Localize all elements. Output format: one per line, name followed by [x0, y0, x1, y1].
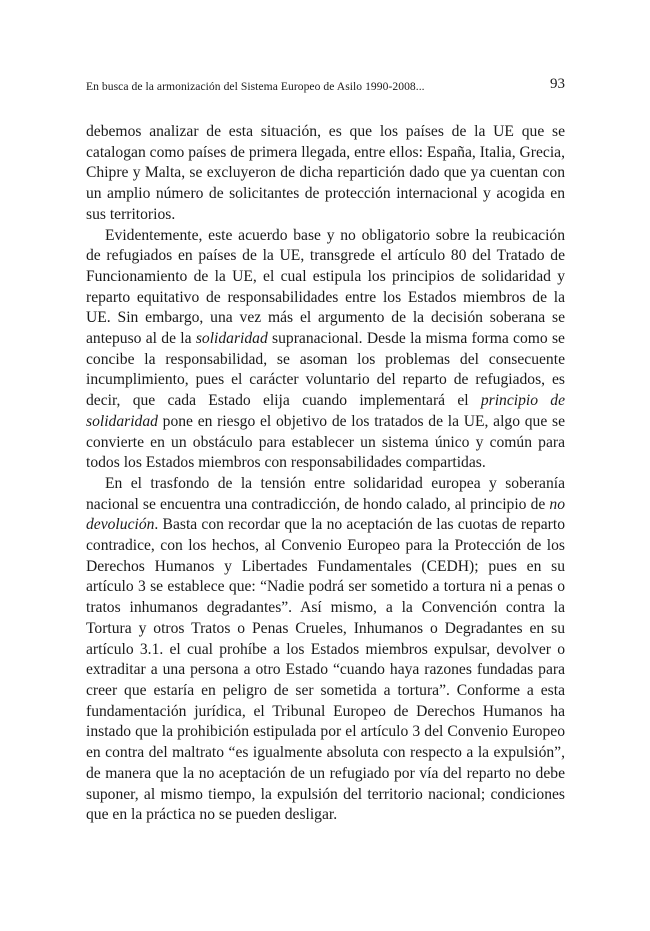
text-run: supranacional. Desde la misma forma como se concibe la responsabilidad, se asoman los problemas del consecuente incumplimiento, pues el carácter voluntario del reparto de refugiados, es decir, que cada Estado elija cuando implementará el	[86, 330, 565, 410]
paragraph-1	[86, 122, 565, 226]
book-page	[86, 76, 565, 826]
paragraph-3	[86, 474, 565, 826]
paragraph-2	[86, 226, 565, 474]
italic-term-solidaridad: solidaridad	[195, 330, 268, 348]
italic-term-no-devolucion: no devolución	[86, 495, 565, 534]
running-title: En busca de la armonización del Sistema Europeo de Asilo 1990-2008...	[86, 80, 425, 93]
page-number: 93	[550, 76, 565, 92]
body-text	[86, 122, 565, 826]
text-run: Evidentemente, este acuerdo base y no obligatorio sobre la reubicación de refugiados en países de la UE, transgrede el artículo 80 del Tratado de Funcionamiento de la UE, el cual estipula los principios de solidaridad y reparto equitativo de responsabilidades entre los Estados miembros de la UE. Sin embargo, una vez más el argumento de la decisión soberana se antepuso al de la	[86, 226, 565, 348]
text-run: pone en riesgo el objetivo de los tratados de la UE, algo que se convierte en un obstáculo para establecer un sistema único y común para todos los Estados miembros con responsabilidades compartidas.	[86, 412, 565, 472]
text-run: . Basta con recordar que la no aceptación de las cuotas de reparto contradice, con los hechos, al Convenio Europeo para la Protección de los Derechos Humanos y Libertades Fundamentales (CEDH); pues en su artículo 3 se establece que: “Nadie podrá ser sometido a tortura ni a penas o tratos inhumanos degradantes”. Así mismo, a la Convención contra la Tortura y otros Tratos o Penas Crueles, Inhumanos o Degradantes en su artículo 3.1. el cual prohíbe a los Estados miembros expulsar, devolver o extraditar a una persona a otro Estado “cuando haya razones fundadas para creer que estaría en peligro de ser sometida a tortura”. Conforme a esta fundamentación jurídica, el Tribunal Europeo de Derechos Humanos ha instado que la prohibición estipulada por el artículo 3 del Convenio Europeo en contra del maltrato “es igualmente absoluta con respecto a la expulsión”, de manera que la no aceptación de un refugiado por vía del reparto no debe suponer, al mismo tiempo, la expulsión del territorio nacional; condiciones que en la práctica no se pueden desligar.	[86, 516, 565, 824]
italic-term-principio-de-solidaridad: principio de solidaridad	[86, 392, 565, 430]
text-run: debemos analizar de esta situación, es que los países de la UE que se catalogan como países de primera llegada, entre ellos: España, Italia, Grecia, Chipre y Malta, se excluyeron de dicha repartición dado que ya cuentan con un amplio número de solicitantes de protección internacional y acogida en sus territorios.	[86, 123, 565, 223]
running-header	[86, 76, 565, 100]
text-run: En el trasfondo de la tensión entre solidaridad europea y soberanía nacional se encuentra una contradicción, de hondo calado, al principio de	[86, 474, 565, 513]
